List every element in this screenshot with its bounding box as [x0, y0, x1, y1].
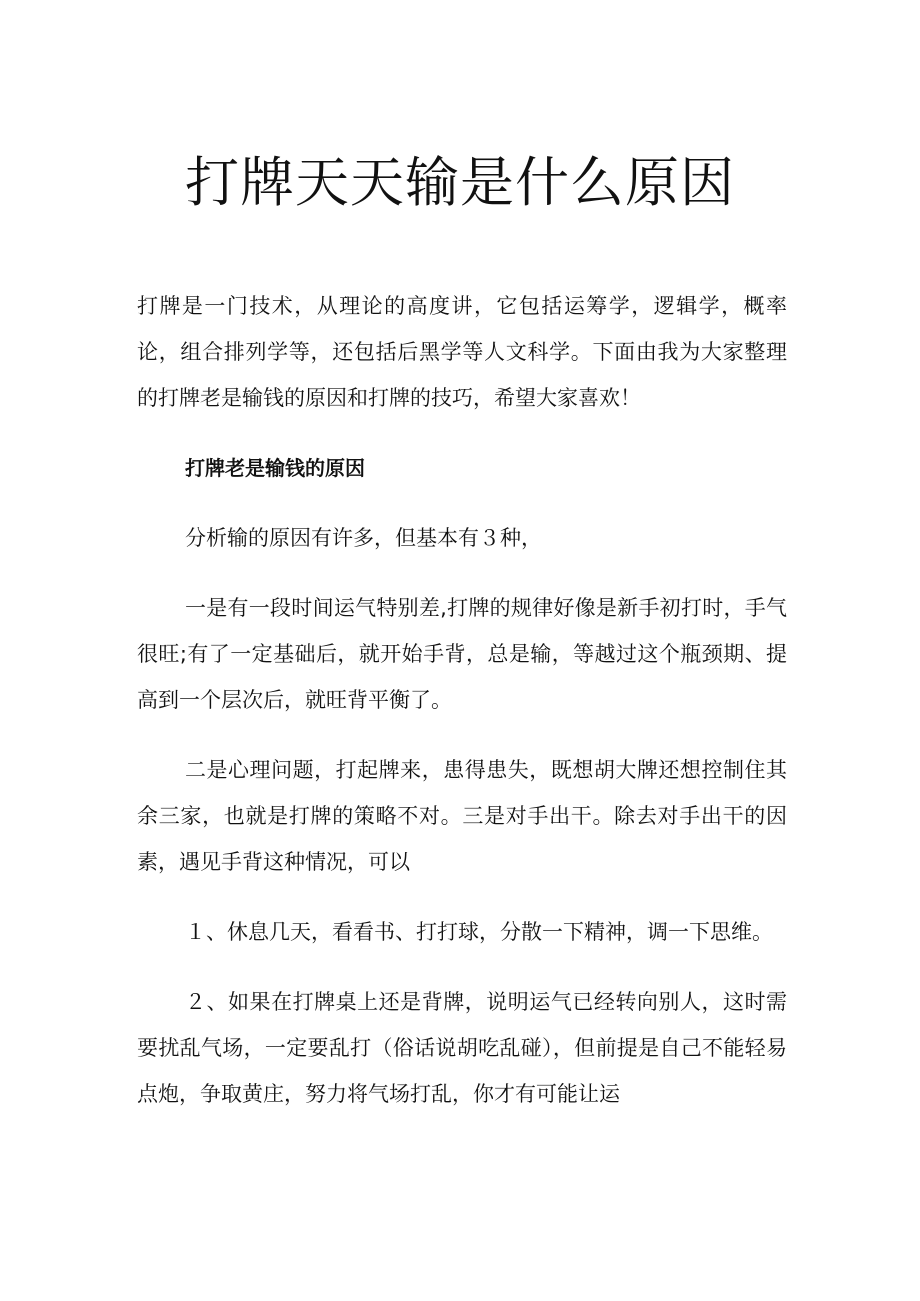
document-body [137, 283, 787, 1141]
document-title: 打牌天天输是什么原因 [185, 151, 735, 215]
intro-paragraph: 打牌是一门技术，从理论的高度讲，它包括运筹学，逻辑学，概率论，组合排列学等，还包括后黑学等人文科学。下面由我为大家整理的打牌老是输钱的原因和打牌的技巧，希望大家喜欢！ [137, 294, 787, 410]
list-item-paragraph: １、休息几天，看看书、打打球，分散一下精神，调一下思维。 [185, 920, 773, 944]
section-heading: 打牌老是输钱的原因 [185, 456, 365, 480]
list-item-paragraph: ２、如果在打牌桌上还是背牌，说明运气已经转向别人，这时需要扰乱气场，一定要乱打（俗话说胡吃乱碰），但前提是自己不能轻易点炮，争取黄庄，努力将气场打乱，你才有可能让运 [137, 990, 787, 1106]
body-paragraph: 一是有一段时间运气特别差,打牌的规律好像是新手初打时，手气很旺;有了一定基础后，就开始手背，总是输，等越过这个瓶颈期、提高到一个层次后，就旺背平衡了。 [137, 596, 787, 712]
body-paragraph: 二是心理问题，打起牌来，患得患失，既想胡大牌还想控制住其余三家，也就是打牌的策略不对。三是对手出干。除去对手出干的因素，遇见手背这种情况，可以 [137, 758, 787, 874]
body-paragraph: 分析输的原因有许多，但基本有３种， [185, 526, 542, 550]
